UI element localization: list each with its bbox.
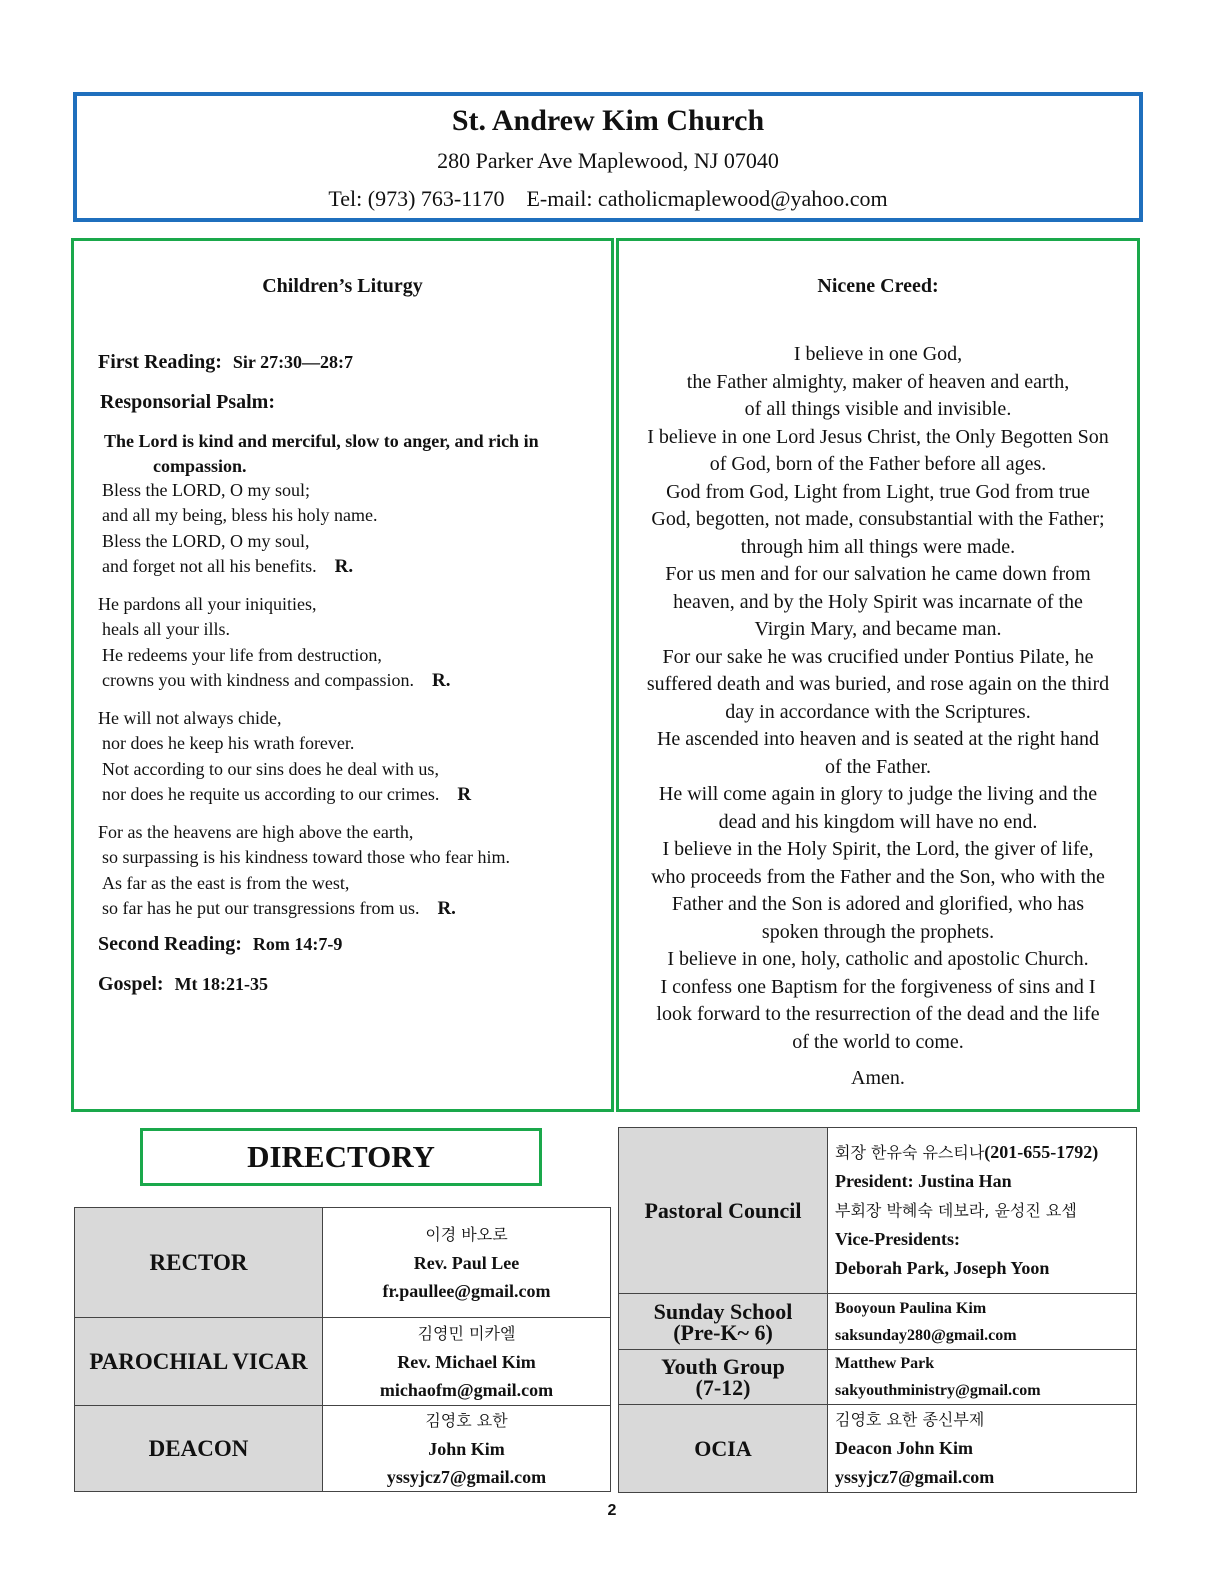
deacon-info (323, 1406, 611, 1492)
creed-line: the Father almighty, maker of heaven and earth, (686, 370, 1070, 393)
gospel-ref: Mt 18:21-35 (174, 974, 269, 994)
sunday-school-grades: (Pre-K~ 6) (673, 1319, 773, 1345)
sunday-school-info (828, 1294, 1137, 1350)
creed-line: I confess one Baptism for the forgiveness of sins and I (660, 975, 1096, 998)
church-email: E-mail: catholicmaplewood@yahoo.com (526, 186, 888, 211)
directory-row-youth-group (619, 1350, 1137, 1405)
refrain-marker: R (457, 783, 472, 805)
creed-amen: Amen. (851, 1067, 905, 1089)
nicene-creed-panel (616, 238, 1140, 1112)
role-rector: RECTOR (75, 1208, 323, 1318)
directory-title: DIRECTORY (140, 1128, 542, 1186)
creed-line: look forward to the resurrection of the dead and the life (656, 1003, 1100, 1025)
youth-group-grades: (7-12) (695, 1375, 751, 1400)
pastoral-president: President: Justina Han (835, 1171, 1012, 1191)
psalm-response-line-1: The Lord is kind and merciful, slow to anger, and rich in (104, 431, 539, 451)
sunday-school-email[interactable]: saksunday280@gmail.com (835, 1326, 1017, 1344)
creed-line: For us men and for our salvation he came down from (665, 563, 1091, 585)
creed-line: heaven, and by the Holy Spirit was incarnate of the (673, 590, 1083, 613)
directory-row-deacon (75, 1406, 611, 1492)
refrain-marker: R. (431, 669, 451, 691)
rector-name: Rev. Paul Lee (413, 1252, 520, 1273)
creed-line: Virgin Mary, and became man. (754, 618, 1002, 640)
second-reading-ref: Rom 14:7-9 (252, 934, 343, 954)
stanza-line: Not according to our sins does he deal with us, (102, 758, 439, 779)
role-pastoral-council: Pastoral Council (619, 1128, 828, 1294)
rector-korean-name: 이경 바오로 (425, 1224, 508, 1244)
vicar-korean-name: 김영민 미카엘 (417, 1323, 516, 1343)
gospel-label: Gospel: (98, 973, 164, 995)
first-reading-label: First Reading: (98, 351, 222, 373)
psalm-label: Responsorial Psalm: (100, 391, 275, 413)
church-header (73, 92, 1143, 222)
deacon-email[interactable]: yssyjcz7@gmail.com (386, 1466, 547, 1487)
church-phone: Tel: (973) 763-1170 (328, 186, 505, 211)
stanza-line: Bless the LORD, O my soul, (102, 530, 310, 551)
sunday-school-label: Sunday School (653, 1298, 793, 1324)
church-address: 280 Parker Ave Maplewood, NJ 07040 (437, 148, 779, 173)
stanza-line: As far as the east is from the west, (102, 872, 350, 893)
pastoral-phone: (201-655-1792) (984, 1142, 1099, 1162)
directory-table-left (74, 1207, 611, 1492)
childrens-liturgy-panel (71, 238, 614, 1112)
directory-row-rector (75, 1208, 611, 1318)
psalm-stanza-3 (98, 706, 598, 807)
rector-email[interactable]: fr.paullee@gmail.com (382, 1280, 551, 1301)
stanza-line: He will not always chide, (98, 708, 282, 728)
first-reading-ref: Sir 27:30—28:7 (232, 352, 354, 372)
role-parochial-vicar: PAROCHIAL VICAR (75, 1318, 323, 1406)
stanza-line: crowns you with kindness and compassion. (102, 669, 414, 690)
role-ocia: OCIA (619, 1405, 828, 1493)
creed-line: through him all things were made. (740, 535, 1016, 558)
liturgy-title: Children’s Liturgy (262, 275, 423, 297)
role-sunday-school (619, 1294, 828, 1350)
creed-title: Nicene Creed: (817, 275, 939, 297)
psalm-stanza-2 (98, 592, 598, 693)
stanza-line: Bless the LORD, O my soul; (102, 480, 311, 500)
creed-line: Father and the Son is adored and glorified, who has (671, 893, 1085, 915)
creed-line: God from God, Light from Light, true God from true (666, 480, 1090, 503)
creed-text (619, 341, 1137, 1056)
creed-line: spoken through the prophets. (761, 920, 995, 943)
pastoral-info (828, 1128, 1137, 1294)
directory-table-right (618, 1127, 1137, 1493)
role-deacon: DEACON (75, 1406, 323, 1492)
creed-line: For our sake he was crucified under Pontius Pilate, he (662, 645, 1094, 668)
second-reading-label: Second Reading: (98, 933, 242, 955)
creed-line: He will come again in glory to judge the living and the (658, 783, 1098, 805)
stanza-line: and all my being, bless his holy name. (102, 505, 378, 526)
church-name: St. Andrew Kim Church (451, 104, 765, 137)
gospel (98, 973, 268, 996)
youth-group-info (828, 1350, 1137, 1405)
psalm-response-line-2: compassion. (153, 456, 247, 476)
first-reading (98, 351, 353, 374)
page-number: 2 (607, 1502, 617, 1519)
creed-line: I believe in one, holy, catholic and apostolic Church. (667, 948, 1089, 970)
stanza-line: so far has he put our transgressions from us. (102, 897, 420, 918)
directory-row-pastoral (619, 1128, 1137, 1294)
directory-row-ocia (619, 1405, 1137, 1493)
role-youth-group (619, 1350, 828, 1405)
stanza-line: and forget not all his benefits. (102, 555, 317, 576)
creed-line: I believe in the Holy Spirit, the Lord, the giver of life, (662, 838, 1094, 860)
stanza-line: He pardons all your iniquities, (98, 594, 317, 614)
rector-info (323, 1208, 611, 1318)
creed-line: of God, born of the Father before all ages. (709, 453, 1047, 475)
ocia-email[interactable]: yssyjcz7@gmail.com (835, 1467, 995, 1487)
creed-line: who proceeds from the Father and the Son, who with the (651, 865, 1105, 888)
ocia-info (828, 1405, 1137, 1493)
creed-line: I believe in one God, (793, 343, 963, 365)
refrain-marker: R. (437, 897, 456, 919)
creed-line: of the world to come. (792, 1030, 964, 1053)
creed-line: I believe in one Lord Jesus Christ, the Only Begotten Son (647, 425, 1109, 448)
directory-row-sunday-school (619, 1294, 1137, 1350)
youth-group-email[interactable]: sakyouthministry@gmail.com (835, 1382, 1041, 1399)
vicar-info (323, 1318, 611, 1406)
creed-line: He ascended into heaven and is seated at the right hand (656, 728, 1100, 750)
pastoral-vp-names: Deborah Park, Joseph Yoon (835, 1258, 1050, 1278)
youth-group-label: Youth Group (661, 1354, 785, 1379)
ocia-name: Deacon John Kim (835, 1438, 974, 1458)
pastoral-vp-label: Vice-Presidents: (835, 1229, 960, 1249)
deacon-korean-name: 김영호 요한 (425, 1410, 508, 1430)
pastoral-korean-president: 회장 한유숙 유스티나 (835, 1143, 985, 1162)
creed-line: of all things visible and invisible. (744, 398, 1012, 420)
directory-row-vicar (75, 1318, 611, 1406)
stanza-line: For as the heavens are high above the earth, (98, 822, 414, 842)
stanza-line: He redeems your life from destruction, (102, 644, 382, 665)
pastoral-korean-vp: 부회장 박혜숙 데보라, 윤성진 요셉 (835, 1201, 1077, 1220)
creed-line: God, begotten, not made, consubstantial with the Father; (651, 508, 1105, 530)
vicar-email[interactable]: michaofm@gmail.com (379, 1379, 554, 1400)
deacon-name: John Kim (428, 1438, 505, 1459)
psalm-stanza-4 (98, 820, 598, 921)
youth-group-name: Matthew Park (835, 1355, 935, 1372)
sunday-school-name: Booyoun Paulina Kim (835, 1299, 987, 1317)
stanza-line: heals all your ills. (102, 619, 230, 640)
stanza-line: nor does he requite us according to our crimes. (102, 783, 440, 804)
second-reading (98, 933, 342, 956)
refrain-marker: R. (334, 555, 354, 577)
psalm-stanza-1 (98, 478, 598, 579)
psalm-response (104, 429, 604, 479)
ocia-korean-name: 김영호 요한 종신부제 (835, 1410, 985, 1429)
creed-line: suffered death and was buried, and rose again on the third (646, 673, 1110, 695)
stanza-line: so surpassing is his kindness toward those who fear him. (102, 847, 510, 868)
creed-line: of the Father. (824, 755, 932, 778)
stanza-line: nor does he keep his wrath forever. (102, 733, 355, 754)
creed-line: day in accordance with the Scriptures. (725, 700, 1031, 723)
church-contact (77, 186, 1139, 212)
creed-line: dead and his kingdom will have no end. (718, 810, 1038, 833)
vicar-name: Rev. Michael Kim (397, 1351, 536, 1372)
